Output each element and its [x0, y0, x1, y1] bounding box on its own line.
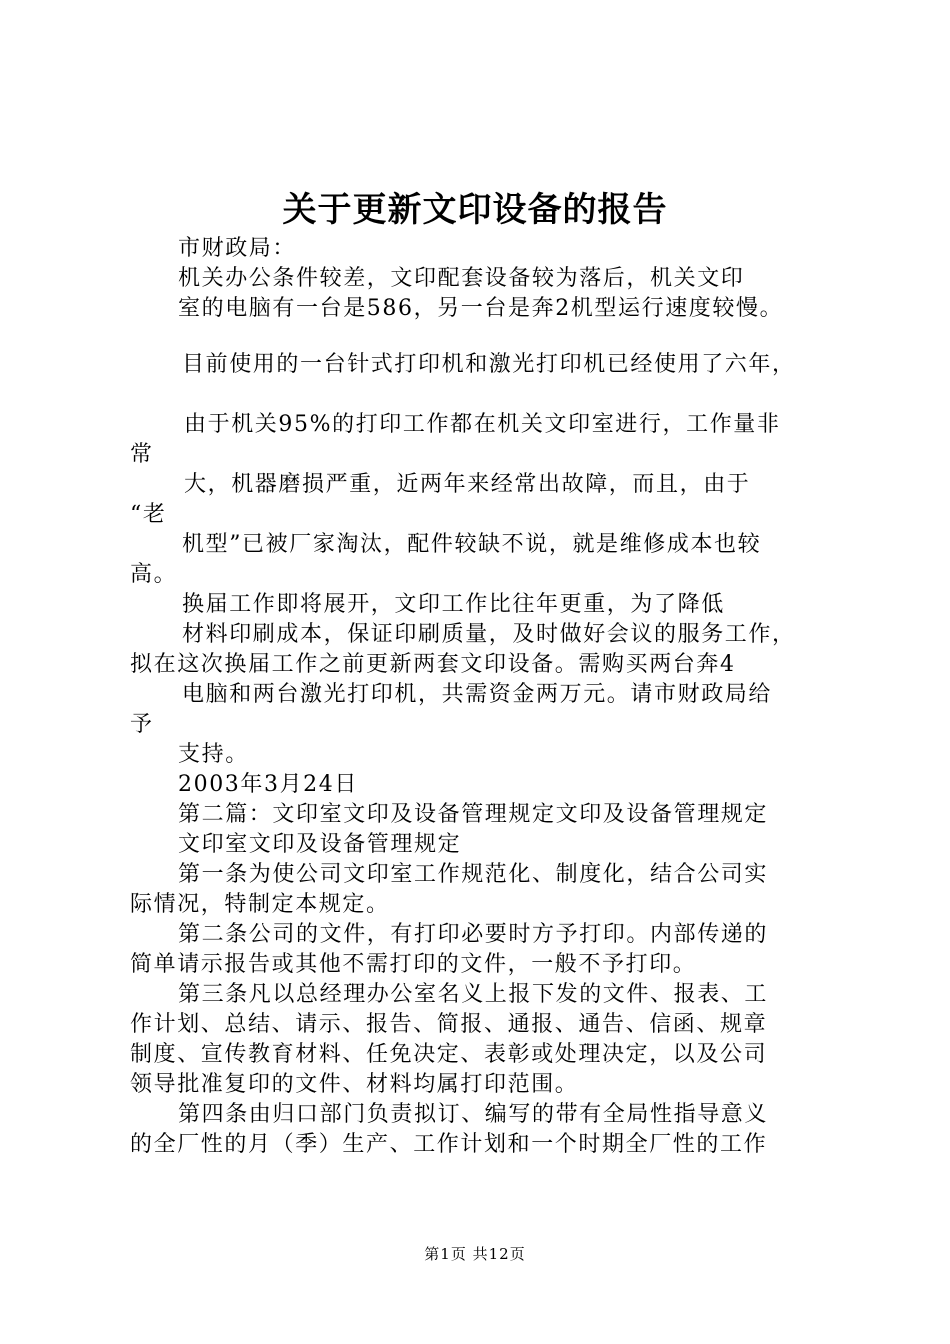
text-line: 第二篇：文印室文印及设备管理规定文印及设备管理规定 — [178, 802, 769, 827]
text-line: 室的电脑有一台是586，另一台是奔2机型运行速度较慢。 — [178, 296, 784, 321]
text-line: 常 — [130, 442, 154, 467]
text-line: 材料印刷成本，保证印刷质量，及时做好会议的服务工作， — [182, 622, 796, 647]
text-line: “老 — [130, 502, 167, 527]
date-line: 2003年3月24日 — [178, 772, 358, 797]
text-line: 支持。 — [178, 742, 249, 767]
text-line: 第一条为使公司文印室工作规范化、制度化，结合公司实 — [178, 862, 769, 887]
text-line: 电脑和两台激光打印机，共需资金两万元。请市财政局给 — [182, 682, 773, 707]
text-line: 目前使用的一台针式打印机和激光打印机已经使用了六年， — [182, 352, 796, 377]
text-line: 机关办公条件较差，文印配套设备较为落后，机关文印 — [178, 266, 745, 291]
text-line: 高。 — [130, 562, 178, 587]
text-line: 作计划、总结、请示、报告、简报、通报、通告、信函、规章 — [130, 1012, 768, 1037]
text-line: 制度、宣传教育材料、任免决定、表彰或处理决定，以及公司 — [130, 1042, 768, 1067]
text-line: 换届工作即将展开，文印工作比往年更重，为了降低 — [182, 592, 725, 617]
text-line: 由于机关95%的打印工作都在机关文印室进行，工作量非 — [184, 412, 781, 437]
text-line: 文印室文印及设备管理规定 — [178, 832, 462, 857]
text-line: 的全厂性的月（季）生产、工作计划和一个时期全厂性的工作 — [130, 1132, 768, 1157]
document-title: 关于更新文印设备的报告 — [282, 190, 668, 230]
page-footer: 第1页 共12页 — [424, 1245, 526, 1263]
text-line: 拟在这次换届工作之前更新两套文印设备。需购买两台奔4 — [130, 652, 736, 677]
text-line: 简单请示报告或其他不需打印的文件，一般不予打印。 — [130, 952, 697, 977]
text-line: 市财政局： — [178, 236, 297, 261]
text-line: 予 — [130, 712, 154, 737]
text-line: 第三条凡以总经理办公室名义上报下发的文件、报表、工 — [178, 982, 769, 1007]
text-line: 际情况，特制定本规定。 — [130, 892, 390, 917]
document-body — [130, 234, 830, 1160]
text-line: 机型”已被厂家淘汰，配件较缺不说，就是维修成本也较 — [182, 532, 762, 557]
text-line: 第四条由归口部门负责拟订、编写的带有全局性指导意义 — [178, 1102, 769, 1127]
text-line: 大，机器磨损严重，近两年来经常出故障，而且，由于 — [184, 472, 751, 497]
text-line: 领导批准复印的文件、材料均属打印范围。 — [130, 1072, 579, 1097]
text-line: 第二条公司的文件，有打印必要时方予打印。内部传递的 — [178, 922, 769, 947]
